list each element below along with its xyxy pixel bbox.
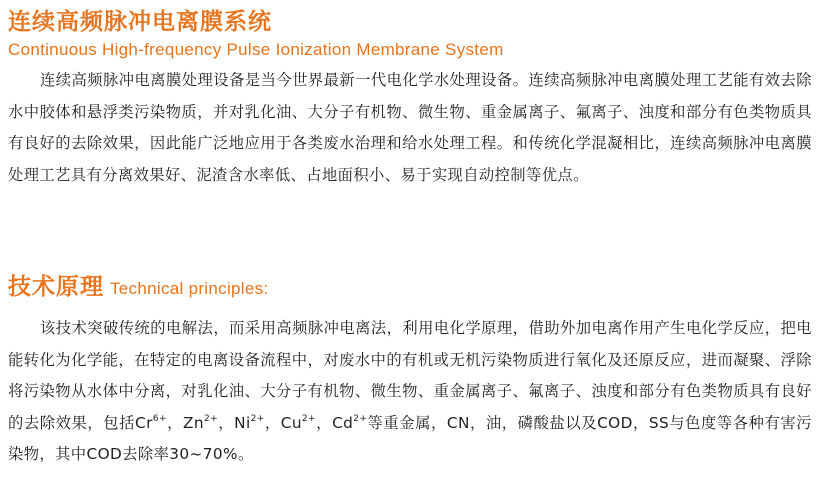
section-heading-principles: [8, 268, 268, 301]
separator-cd: ，Cd: [316, 413, 354, 432]
separator-cu: ，Cu: [264, 413, 302, 432]
page-title-english: Continuous High-frequency Pulse Ionization Membrane System: [8, 40, 504, 59]
ni-charge-superscript: 2+: [250, 413, 265, 424]
intro-paragraph: 连续高频脉冲电离膜处理设备是当今世界最新一代电化学水处理设备。连续高频脉冲电离膜处理工艺能有效去除水中胶体和悬浮类污染物质，并对乳化油、大分子有机物、微生物、重金属离子、氟离子、浊度和部分有色类物质具有良好的去除效果，因此能广泛地应用于各类废水治理和给水处理工程。和传统化学混凝相比，连续高频脉冲电离膜处理工艺具有分离效果好、泥渣含水率低、占地面积小、易于实现自动控制等优点。: [8, 71, 812, 184]
principles-text-part2: 等重金属，CN，油，磷酸盐以及COD，SS与色度等各种有害污染物，其中COD去除率30~70%。: [8, 413, 813, 463]
separator-ni: ，Ni: [218, 413, 251, 432]
zn-charge-superscript: 2+: [203, 413, 219, 424]
principles-paragraph: [8, 313, 812, 471]
section-heading-chinese: 技术原理: [8, 274, 104, 300]
cu-charge-superscript: 2+: [301, 413, 316, 424]
cd-charge-superscript: 2+: [353, 413, 368, 424]
page-title-chinese: 连续高频脉冲电离膜系统: [8, 9, 272, 35]
section-heading-english: Technical principles:: [110, 279, 269, 298]
cr-charge-superscript: 6+: [152, 413, 167, 424]
separator-zn: ，Zn: [166, 413, 204, 432]
principles-text-part1: 该技术突破传统的电解法，而采用高频脉冲电离法，利用电化学原理，借助外加电离作用产生电化学反应，把电能转化为化学能，在特定的电离设备流程中，对废水中的有机或无机污染物质进行氧化及还原反应，进而凝聚、浮除将污染物从水体中分离，对乳化油、大分子有机物、微生物、重金属离子、氟离子、浊度和部分有色类物质具有良好的去除效果，包括Cr: [8, 319, 812, 432]
